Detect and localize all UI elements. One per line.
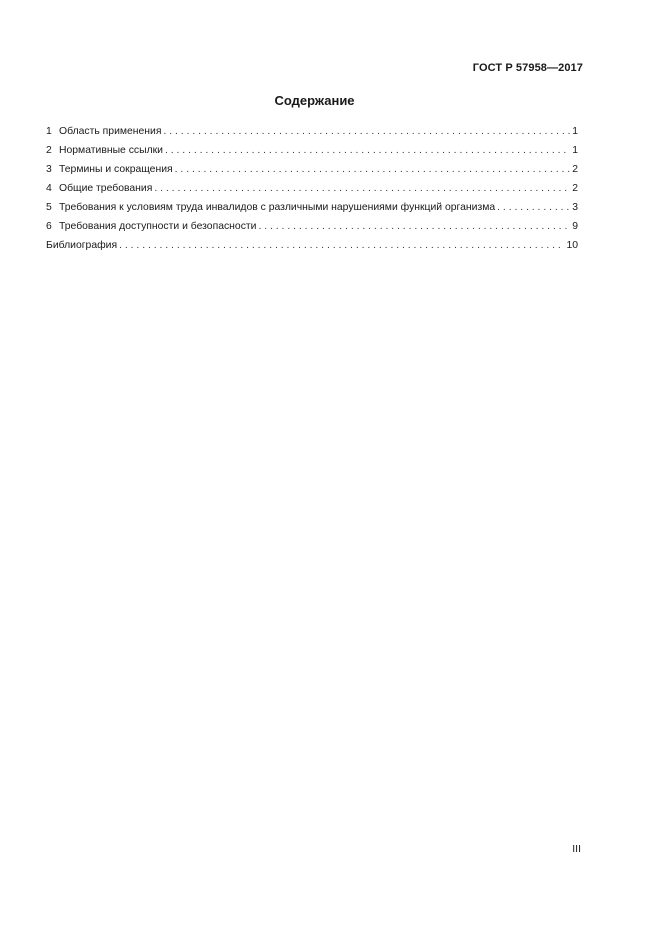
- toc-entry-number: 4: [46, 183, 52, 194]
- toc-entry-title: Нормативные ссылки: [59, 145, 163, 156]
- toc-dot-leader: [175, 160, 571, 179]
- toc-entry-title: Требования доступности и безопасности: [59, 221, 257, 232]
- document-code: ГОСТ Р 57958—2017: [472, 62, 583, 74]
- toc-entry-number: 2: [46, 145, 52, 156]
- toc-entry-terms[interactable]: [46, 160, 578, 179]
- toc-entry-number: 6: [46, 221, 52, 232]
- toc-entry-working-conditions[interactable]: [46, 198, 578, 217]
- toc-entry-page: 2: [572, 183, 578, 194]
- toc-entry-accessibility[interactable]: [46, 217, 578, 236]
- page-number: III: [572, 843, 581, 855]
- toc-entry-page: 1: [572, 145, 578, 156]
- toc-entry-title: Область применения: [59, 126, 162, 137]
- toc-entry-number: 5: [46, 202, 52, 213]
- toc-dot-leader: [119, 236, 564, 255]
- toc-dot-leader: [497, 198, 570, 217]
- toc-entry-normative-references[interactable]: [46, 141, 578, 160]
- toc-entry-page: 1: [572, 126, 578, 137]
- toc-dot-leader: [154, 179, 570, 198]
- toc-entry-title: Общие требования: [59, 183, 153, 194]
- toc-entry-bibliography[interactable]: [46, 236, 578, 255]
- toc-entry-general-requirements[interactable]: [46, 179, 578, 198]
- toc-dot-leader: [258, 217, 570, 236]
- toc-entry-title: Требования к условиям труда инвалидов с различными нарушениями функций организма: [59, 202, 496, 213]
- table-of-contents: [46, 122, 578, 255]
- toc-entry-title: Библиография: [46, 240, 118, 251]
- toc-title: Содержание: [274, 93, 355, 108]
- toc-entry-page: 9: [572, 221, 578, 232]
- toc-dot-leader: [165, 141, 570, 160]
- toc-entry-page: 3: [572, 202, 578, 213]
- toc-dot-leader: [163, 122, 570, 141]
- toc-entry-number: 3: [46, 164, 52, 175]
- toc-entry-number: 1: [46, 126, 52, 137]
- toc-entry-page: 2: [572, 164, 578, 175]
- toc-entry-scope[interactable]: [46, 122, 578, 141]
- toc-entry-page: 10: [566, 240, 578, 251]
- toc-entry-title: Термины и сокращения: [59, 164, 173, 175]
